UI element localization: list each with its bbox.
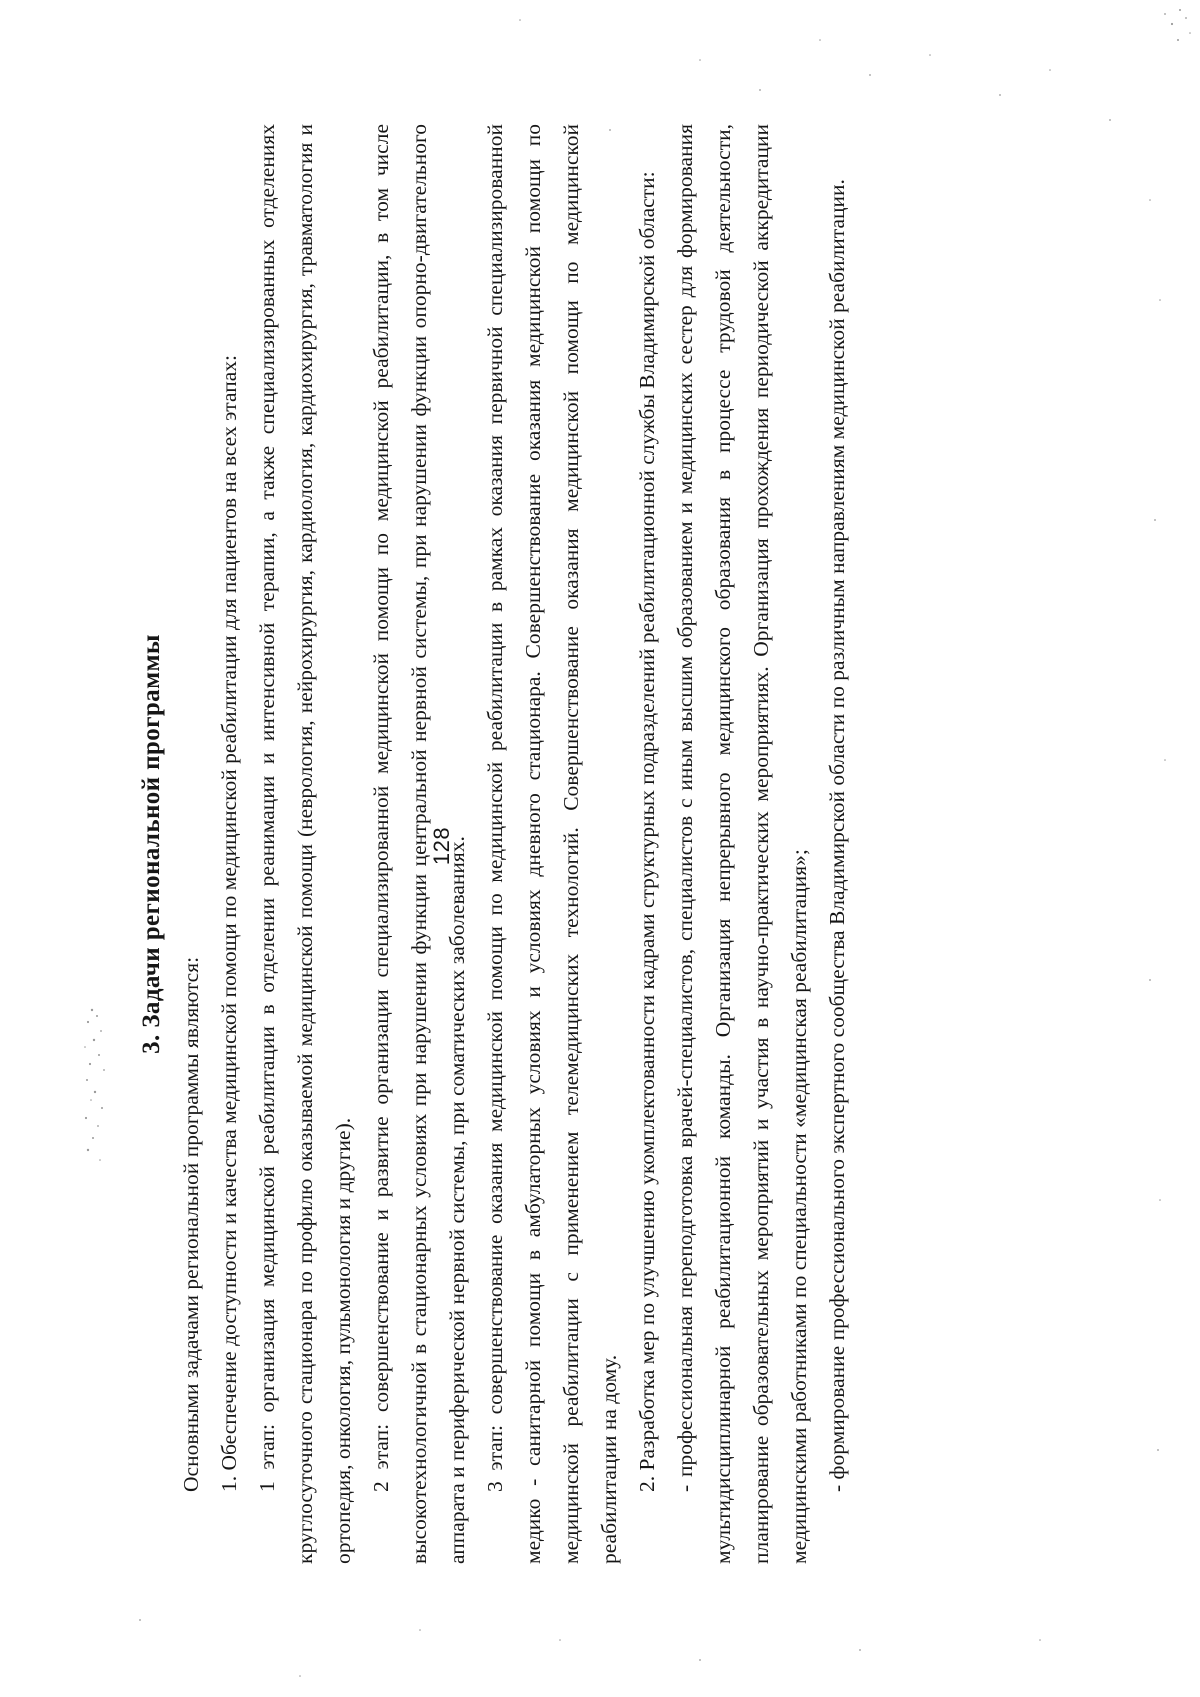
paragraph-task-2: 2. Разработка мер по улучшению укомплектованности кадрами структурных подразделений реабилитационной службы Владимирской области: <box>635 171 659 1492</box>
section-title: 3. Задачи региональной программы <box>138 634 165 1054</box>
paragraph-intro: Основными задачами региональной программы являются: <box>179 956 203 1492</box>
document-body <box>138 124 938 1564</box>
paragraph-training: - профессиональная переподготовка врачей-специалистов, специалистов с иным высшим образованием и медицинских сестер для формирования мультидисциплинарной реабилитационной команды. Организация непрерывного медицинского образования в процессе трудовой деятельности, планирование образовательных мероприятий и участия в научно-практических мероприятиях. Организация прохождения периодической аккредитации медицинскими работниками по специальности «медицинская реабилитация»; <box>673 124 811 1564</box>
paragraph-stage-1: 1 этап: организация медицинской реабилитации в отделении реанимации и интенсивной терапии, а также специализированных отделениях круглосуточного стационара по профилю оказываемой медицинской помощи (неврология, нейрохирургия, кардиология, кардиохирургия, травматология и ортопедия, онкология, пульмонология и другие). <box>255 124 355 1564</box>
paragraph-expert-community: - формирование профессионального экспертного сообщества Владимирской области по различным направлениям медицинской реабилитации. <box>825 179 849 1492</box>
page-number: 128 <box>429 826 454 866</box>
paragraph-stage-2: 2 этап: совершенствование и развитие организации специализированной медицинской помощи по медицинской реабилитации, в том числе высокотехнологичной в стационарных условиях при нарушении функции центральной нервной системы, при нарушении функции опорно-двигательного аппарата и периферической нервной системы, при соматических заболеваниях. <box>369 124 469 1564</box>
paragraph-stage-3: 3 этап: совершенствование оказания медицинской помощи по медицинской реабилитации в рамках оказания первичной специализированной медико - санитарной помощи в амбулаторных условиях и условиях дневного стационара. Совершенствование оказания медицинской помощи по медицинской реабилитации с применением телемедицинских технологий. Совершенствование оказания медицинской помощи по медицинской реабилитации на дому. <box>483 124 621 1564</box>
paragraph-task-1: 1. Обеспечение доступности и качества медицинской помощи по медицинской реабилитации для пациентов на всех этапах: <box>217 355 241 1492</box>
